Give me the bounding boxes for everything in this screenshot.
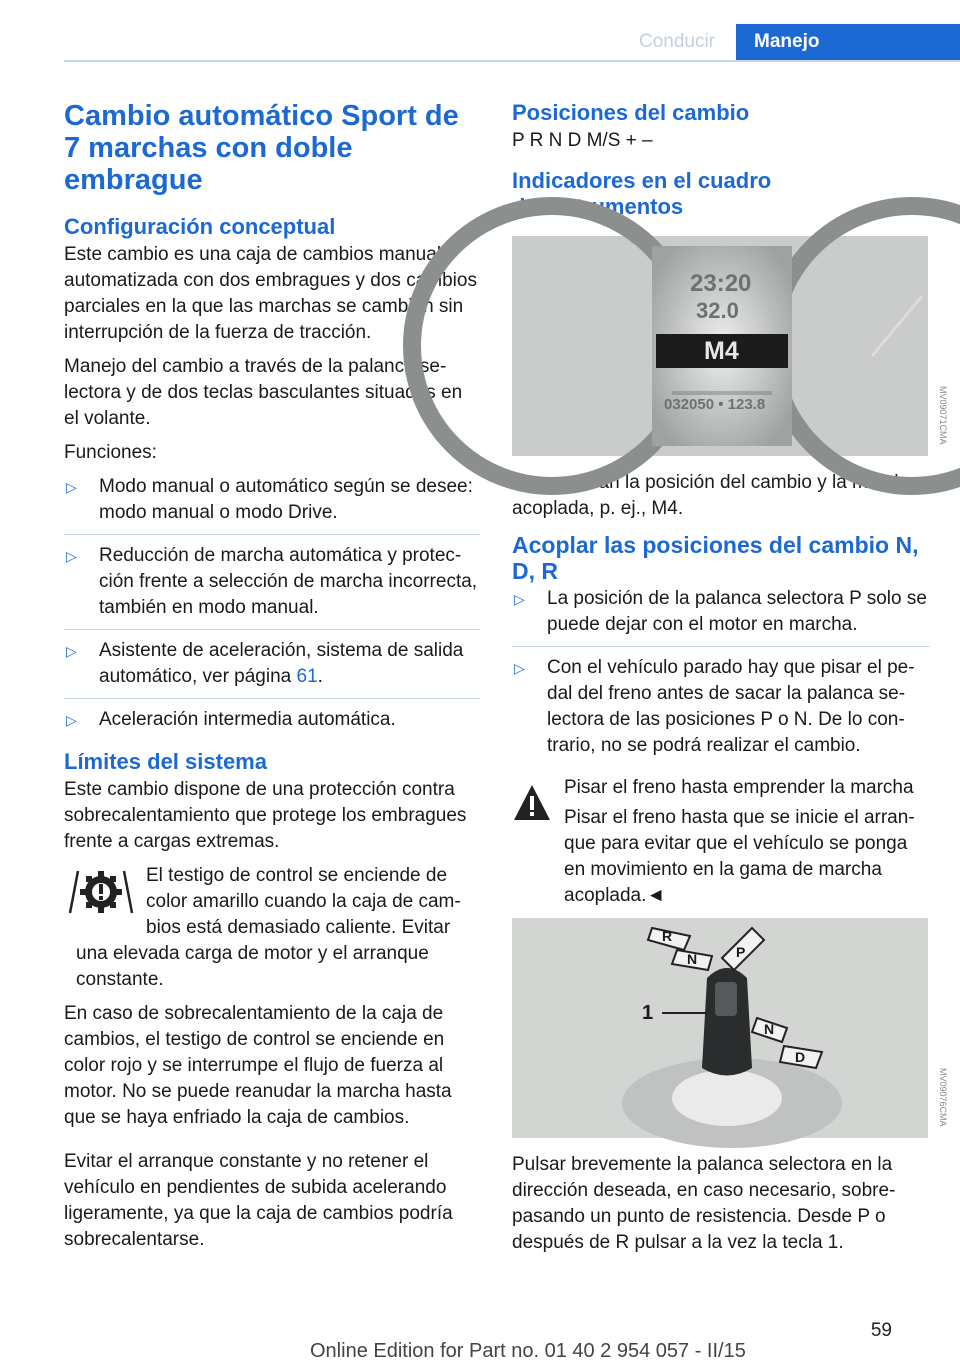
warning-triangle-icon (512, 783, 552, 823)
paragraph: En caso de sobrecalentamiento de la caja de cambios, el testigo de control se enciende en color rojo y se interrumpe el flujo de fuerza al motor. No se puede reanudar la marcha hasta que se haya enfriado la caja de cambios. (64, 1003, 452, 1128)
heading-limits: Límites del sistema (64, 749, 267, 774)
functions-list (64, 474, 480, 741)
list-item: ▷ Aceleración intermedia automática. (64, 707, 480, 741)
lever-label-n: N (687, 951, 698, 967)
paragraph: Funciones: (64, 442, 157, 463)
cluster-time: 23:20 (690, 270, 752, 297)
list-item: ▷ Asistente de aceleración, sistema de salida automático, ver página 61. (64, 638, 480, 699)
paragraph: Evitar el arranque constante y no retener el vehículo en pendientes de subida acelerando ligeramente, ya que la caja de cambios podría sobrecalentarse. (64, 1151, 453, 1250)
triangle-bullet-icon: ▷ (66, 712, 77, 728)
heading-indicators: Indicadores en el cuadro de instrumentos (512, 168, 772, 219)
image-code: MV09071CMA (938, 386, 948, 445)
header-divider (64, 60, 960, 62)
instrument-cluster-image (512, 236, 948, 456)
page-title: Cambio automático Sport de 7 marchas con doble embrague (64, 100, 459, 196)
page-number: 59 (870, 1320, 892, 1341)
edition-footer: Online Edition for Part no. 01 40 2 954 057 - II/15 (310, 1340, 746, 1362)
list-item: ▷ La posición de la palanca selectora P solo se puede dejar con el motor en marcha. (512, 586, 930, 647)
cluster-gear: M4 (704, 337, 739, 365)
lever-label-n2: N (764, 1021, 775, 1037)
paragraph: El testigo de control se enciende de color amarillo cuando la caja de cambios está demasiado caliente. Evitar una elevada carga de motor y el arranque constante. (76, 865, 461, 990)
lever-label-p: P (736, 944, 746, 960)
brake-warning (512, 775, 930, 909)
lever-label-r: R (662, 928, 673, 944)
heading-positions: Posiciones del cambio (512, 100, 750, 125)
lever-illustration (512, 918, 928, 1138)
right-column (512, 100, 948, 917)
triangle-bullet-icon: ▷ (66, 548, 77, 564)
cluster-temp: 32.0 (696, 298, 739, 323)
paragraph: Pulsar brevemente la palanca selectora en la dirección deseada, en caso necesario, sobrepasando un punto de resistencia. Desde P o después de R pulsar a la vez la tecla 1. (512, 1154, 896, 1253)
tab-conducir[interactable]: Conducir (638, 31, 716, 52)
triangle-bullet-icon: ▷ (66, 643, 77, 659)
triangle-bullet-icon: ▷ (514, 660, 525, 676)
paragraph: Manejo del cambio a través de la palanca selectora y de dos teclas basculantes situadas en el volante. (64, 356, 463, 429)
tab-manejo[interactable]: Manejo (736, 24, 960, 60)
heading-concept: Configuración conceptual (64, 214, 336, 239)
list-item: ▷ Reducción de marcha automática y protección frente a selección de marcha incorrecta, también en modo manual. (64, 543, 480, 630)
triangle-bullet-icon: ▷ (66, 479, 77, 495)
warning-title: Pisar el freno hasta emprender la marcha (564, 777, 914, 798)
paragraph: Este cambio dispone de una protección contra sobrecalentamiento que protege los embragues frente a cargas extremas. (64, 779, 467, 852)
page-link[interactable]: 61 (296, 666, 318, 687)
image-code: MV09076CMA (938, 1068, 948, 1127)
triangle-bullet-icon: ▷ (514, 591, 525, 607)
engage-list (512, 586, 930, 767)
transmission-warning-icon (64, 865, 138, 919)
selector-lever-image (512, 918, 948, 1138)
lever-label-1: 1 (642, 1002, 654, 1024)
cluster-odometer: 032050 • 123.8 (664, 396, 766, 413)
paragraph: Se muestran la posición del cambio y la marcha acoplada, p. ej., M4. (512, 472, 916, 519)
page-header (0, 0, 960, 62)
list-item: ▷ Con el vehículo parado hay que pisar el pedal del freno antes de sacar la palanca selectora de las posiciones P o N. De lo contrario, no se podrá realizar el cambio. (514, 657, 915, 756)
lever-label-d: D (795, 1049, 806, 1065)
list-item: ▷ Modo manual o automático según se desee: modo manual o modo Drive. (64, 474, 480, 535)
left-column (64, 100, 480, 1261)
paragraph: Pisar el freno hasta que se inicie el arranque para evitar que el vehículo se ponga en movimiento en la gama de marcha acoplada.◄ (564, 807, 915, 906)
heading-engage: Acoplar las posiciones del cambio N, D, R (512, 532, 919, 584)
indicator-note (64, 863, 480, 993)
paragraph: Este cambio es una caja de cambios manual automatizada con dos embragues y dos cambios parciales en la que las marchas se cambian sin interrupción de la fuerza de tracción. (64, 244, 477, 343)
positions-text: P R N D M/S + – (512, 130, 653, 151)
